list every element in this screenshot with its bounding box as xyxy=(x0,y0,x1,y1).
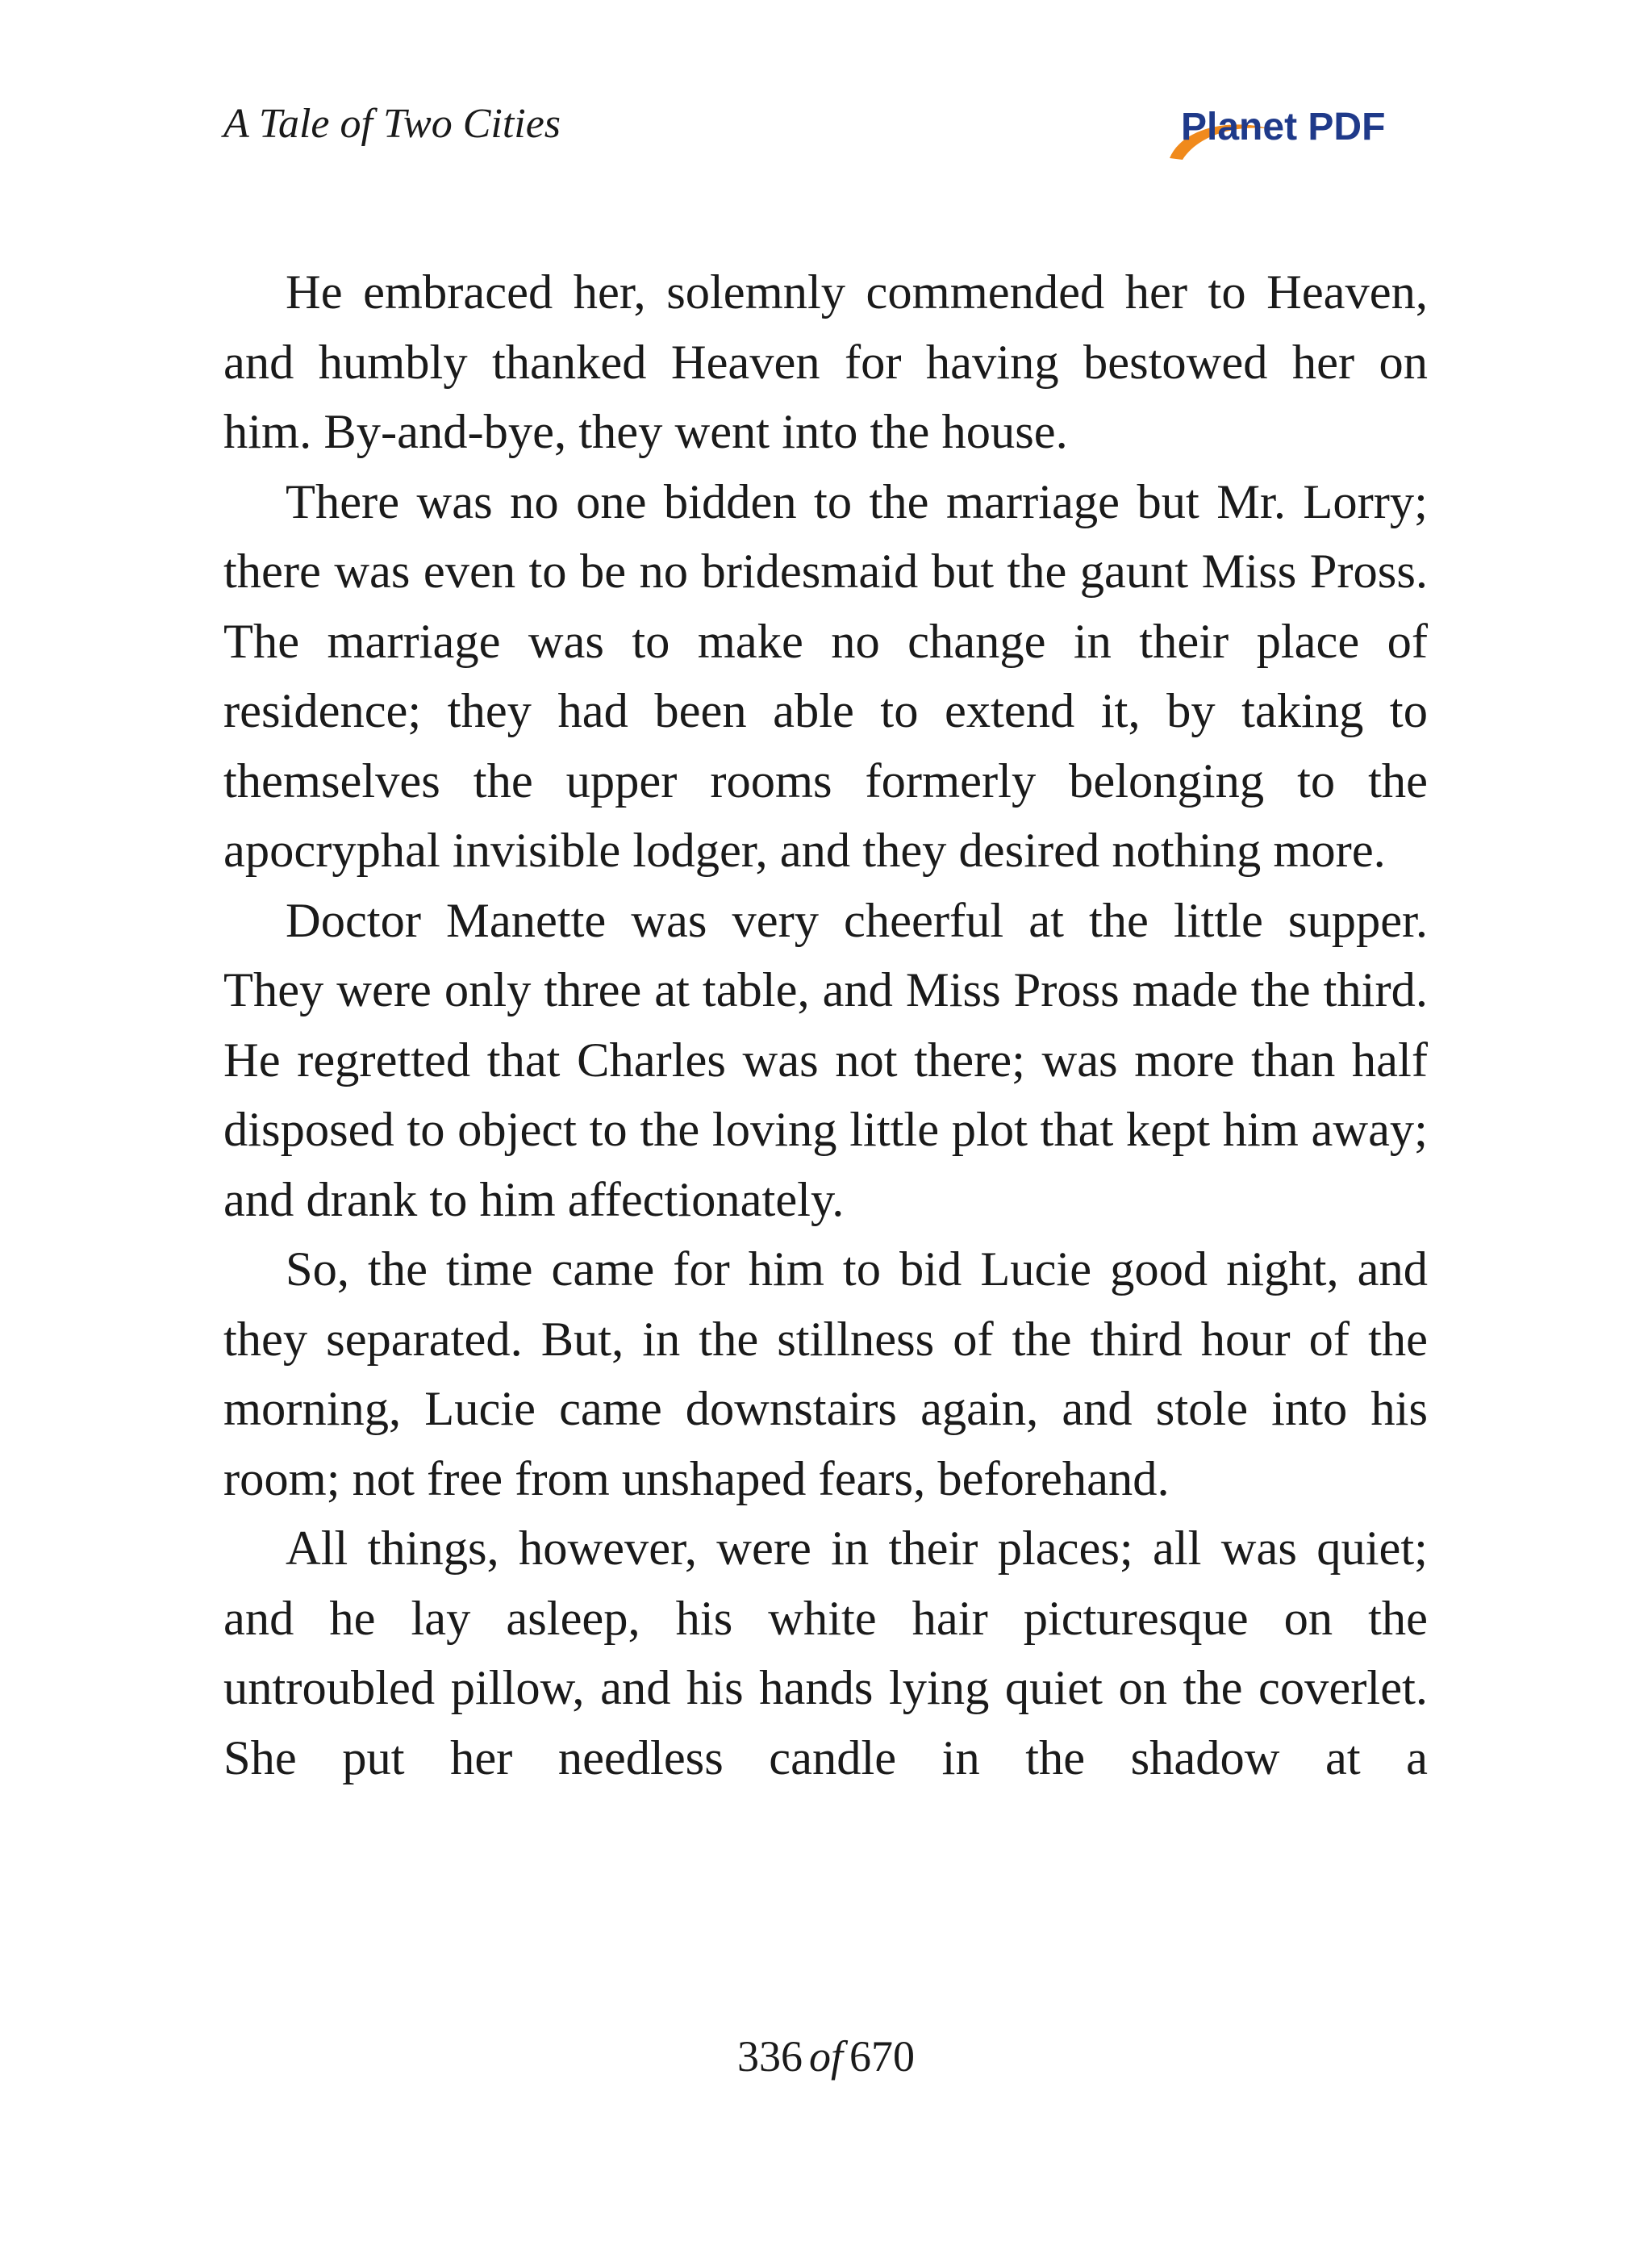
current-page: 336 xyxy=(736,2032,803,2081)
total-pages: 670 xyxy=(849,2032,915,2081)
paragraph: There was no one bidden to the marriage but Mr. Lorry; there was even to be no bridesmaid but the gaunt Miss Pross. The marriage was to make no change in their place of residence; they had been able to extend it, by taking to themselves the upper rooms formerly belonging to the apocryphal invisible lodger, and they desired nothing more. xyxy=(223,474,1428,878)
paragraph: So, the time came for him to bid Lucie good night, and they separated. But, in the stillness of the third hour of the morning, Lucie came downstairs again, and stole into his room; not free from unshaped fears, beforehand. xyxy=(223,1242,1428,1506)
logo-text: Planet PDF xyxy=(1181,106,1386,148)
paragraph: All things, however, were in their places; all was quiet; and he lay asleep, his white hair picturesque on the untroubled pillow, and his hands lying quiet on the coverlet. She put her needless candle in the shadow at a xyxy=(223,1521,1428,1785)
body-text xyxy=(223,258,1428,1793)
paragraph: He embraced her, solemnly commended her to Heaven, and humbly thanked Heaven for having bestowed her on him. By-and-bye, they went into the house. xyxy=(223,265,1428,459)
book-title: A Tale of Two Cities xyxy=(223,101,561,147)
of-label: of xyxy=(808,2032,843,2081)
paragraph: Doctor Manette was very cheerful at the little supper. They were only three at table, and Miss Pross made the third. He regretted that Charles was not there; was more than half disposed to object to the loving little plot that kept him away; and drank to him affectionately. xyxy=(223,893,1428,1227)
planet-pdf-logo xyxy=(1166,103,1433,168)
page-number xyxy=(0,2032,1652,2081)
